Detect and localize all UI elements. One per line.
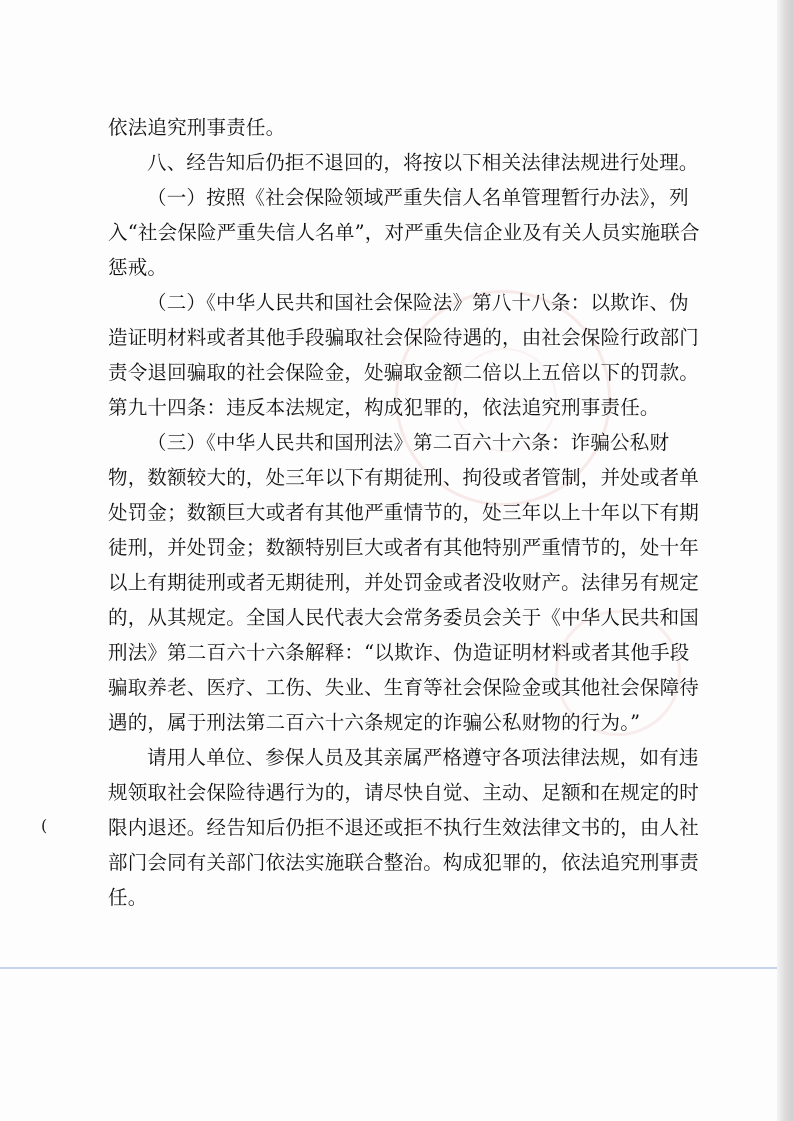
paragraph-closing-notice: 请用人单位、参保人员及其亲属严格遵守各项法律法规，如有违规领取社会保险待遇行为的，请尽快自觉、主动、足额和在规定的时限内退还。经告知后仍拒不退还或拒不执行生效法律文书的，由人社部门会同有关部门依法实施联合整治。构成犯罪的，依法追究刑事责任。	[108, 746, 700, 909]
paragraph-item-one: （一）按照《社会保险领域严重失信人名单管理暂行办法》，列入“社会保险严重失信人名单”，对严重失信企业及有关人员实施联合惩戒。	[108, 186, 700, 279]
scan-line	[0, 967, 777, 969]
paragraph-continuation: 依法追究刑事责任。	[108, 116, 286, 139]
paragraph-section-eight: 八、经告知后仍拒不退回的，将按以下相关法律法规进行处理。	[147, 151, 699, 174]
margin-mark: (	[41, 816, 48, 835]
paragraph-item-two: （二）《中华人民共和国社会保险法》第八十八条：以欺诈、伪造证明材料或者其他手段骗取社会保险待遇的，由社会保险行政部门责令退回骗取的社会保险金，处骗取金额二倍以上五倍以下的罚款。第九十四条：违反本法规定，构成犯罪的，依法追究刑事责任。	[108, 291, 700, 419]
page-edge-shadow	[777, 0, 793, 1121]
paragraph-item-three: （三）《中华人民共和国刑法》第二百六十六条：诈骗公私财物，数额较大的，处三年以下有期徒刑、拘役或者管制，并处或者单处罚金；数额巨大或者有其他严重情节的，处三年以上十年以下有期徒刑，并处罚金；数额特别巨大或者有其他特别严重情节的，处十年以上有期徒刑或者无期徒刑，并处罚金或者没收财产。法律另有规定的，从其规定。全国人民代表大会常务委员会关于《中华人民共和国刑法》第二百六十六条解释：“以欺诈、伪造证明材料或者其他手段骗取养老、医疗、工伤、失业、生育等社会保险金或其他社会保障待遇的，属于刑法第二百六十六条规定的诈骗公私财物的行为。”	[108, 431, 700, 734]
document-body	[108, 110, 703, 915]
